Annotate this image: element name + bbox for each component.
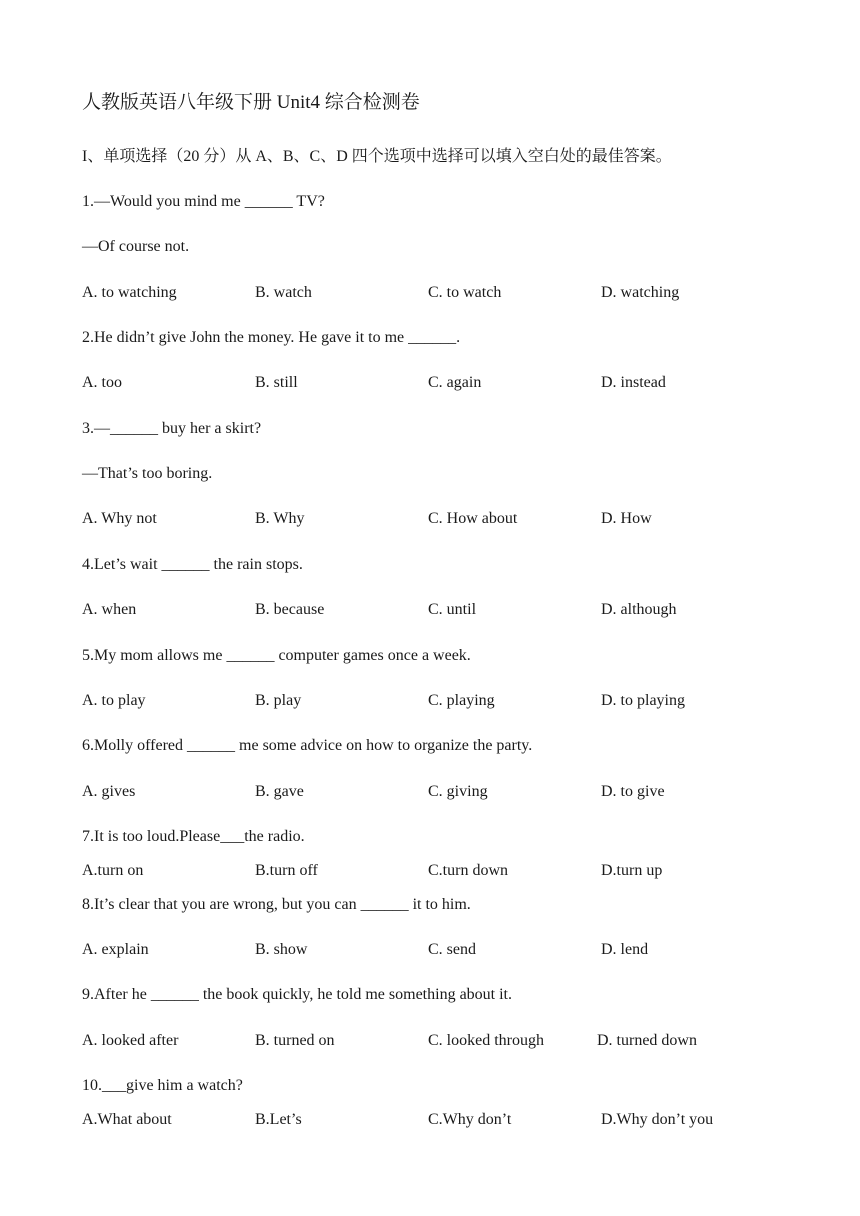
question-6-option-a: A. gives	[82, 783, 136, 800]
question-9-option-b: B. turned on	[255, 1032, 335, 1049]
question-7-option-a: A.turn on	[82, 862, 144, 879]
question-10-option-a: A.What about	[82, 1111, 172, 1128]
question-1-stem: 1.—Would you mind me ______ TV?	[82, 193, 325, 210]
question-3-reply: —That’s too boring.	[82, 465, 213, 482]
question-1-option-a: A. to watching	[82, 284, 177, 301]
question-2-option-c: C. again	[428, 374, 482, 391]
question-5-option-d: D. to playing	[601, 692, 685, 709]
question-6-option-b: B. gave	[255, 783, 304, 800]
question-10-option-c: C.Why don’t	[428, 1111, 512, 1128]
question-10-option-d: D.Why don’t you	[601, 1111, 714, 1128]
question-7-option-c: C.turn down	[428, 862, 508, 879]
question-1-option-b: B. watch	[255, 284, 312, 301]
question-3-option-c: C. How about	[428, 510, 518, 527]
question-9-option-d: D. turned down	[597, 1032, 697, 1049]
question-8-stem: 8.It’s clear that you are wrong, but you can ______ it to him.	[82, 896, 471, 913]
question-4-stem: 4.Let’s wait ______ the rain stops.	[82, 556, 303, 573]
question-7-stem: 7.It is too loud.Please___the radio.	[82, 828, 305, 845]
question-8-option-a: A. explain	[82, 941, 149, 958]
question-2-stem: 2.He didn’t give John the money. He gave it to me ______.	[82, 329, 461, 346]
question-3-option-d: D. How	[601, 510, 652, 527]
question-5-option-b: B. play	[255, 692, 302, 709]
question-1-option-d: D. watching	[601, 284, 680, 301]
question-7-option-d: D.turn up	[601, 862, 663, 879]
question-5-option-a: A. to play	[82, 692, 146, 709]
question-8-option-c: C. send	[428, 941, 476, 958]
question-4-option-a: A. when	[82, 601, 137, 618]
question-2-option-d: D. instead	[601, 374, 666, 391]
question-8-option-b: B. show	[255, 941, 308, 958]
question-4-option-c: C. until	[428, 601, 477, 618]
question-9-stem: 9.After he ______ the book quickly, he told me something about it.	[82, 986, 512, 1003]
question-10-option-b: B.Let’s	[255, 1111, 302, 1128]
question-10-stem: 10.___give him a watch?	[82, 1077, 243, 1094]
question-2-option-b: B. still	[255, 374, 298, 391]
question-5-stem: 5.My mom allows me ______ computer games once a week.	[82, 647, 471, 664]
question-4-option-d: D. although	[601, 601, 677, 618]
question-6-stem: 6.Molly offered ______ me some advice on how to organize the party.	[82, 737, 533, 754]
question-9-option-c: C. looked through	[428, 1032, 544, 1049]
question-6-option-d: D. to give	[601, 783, 665, 800]
question-6-option-c: C. giving	[428, 783, 488, 800]
question-9-option-a: A. looked after	[82, 1032, 179, 1049]
question-7-option-b: B.turn off	[255, 862, 318, 879]
document-title: 人教版英语八年级下册 Unit4 综合检测卷	[82, 92, 420, 113]
question-3-stem: 3.—______ buy her a skirt?	[82, 420, 262, 437]
section-heading: I、单项选择（20 分）从 A、B、C、D 四个选项中选择可以填入空白处的最佳答案。	[82, 148, 672, 165]
question-4-option-b: B. because	[255, 601, 325, 618]
question-5-option-c: C. playing	[428, 692, 495, 709]
question-1-option-c: C. to watch	[428, 284, 502, 301]
question-3-option-a: A. Why not	[82, 510, 157, 527]
question-3-option-b: B. Why	[255, 510, 305, 527]
question-8-option-d: D. lend	[601, 941, 649, 958]
question-2-option-a: A. too	[82, 374, 122, 391]
question-1-reply: —Of course not.	[82, 238, 190, 255]
